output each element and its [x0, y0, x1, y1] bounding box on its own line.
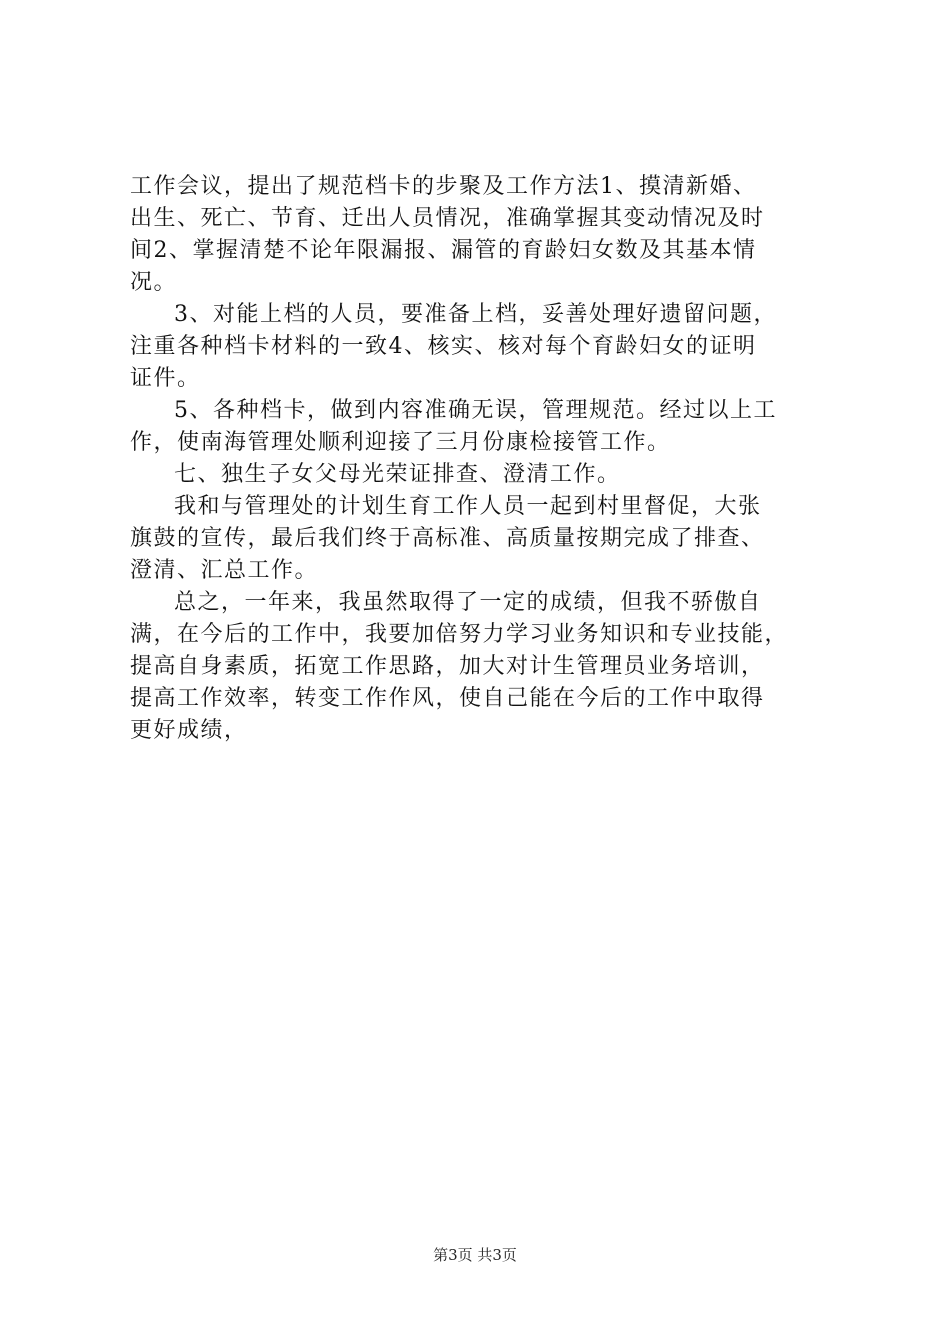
paragraph-start-line: 我和与管理处的计划生育工作人员一起到村里督促，大张 [174, 494, 762, 519]
section-heading: 七、独生子女父母光荣证排查、澄清工作。 [174, 462, 621, 487]
page-number-footer: 第3页 共3页 [433, 1246, 517, 1264]
text-line: 出生、死亡、节育、迁出人员情况，准确掌握其变动情况及时 [130, 206, 765, 231]
text-line: 间2、掌握清楚不论年限漏报、漏管的育龄妇女数及其基本情 [130, 238, 757, 263]
text-line: 澄清、汇总工作。 [130, 558, 319, 583]
paragraph-start-line: 5、各种档卡，做到内容准确无误，管理规范。经过以上工 [174, 398, 777, 423]
text-line: 满，在今后的工作中，我要加倍努力学习业务知识和专业技能， [130, 622, 789, 647]
text-line: 旗鼓的宣传，最后我们终于高标准、高质量按期完成了排查、 [130, 526, 765, 551]
text-line: 更好成绩， [130, 718, 248, 743]
text-line: 提高自身素质，拓宽工作思路，加大对计生管理员业务培训， [130, 654, 765, 679]
text-line: 作，使南海管理处顺利迎接了三月份康检接管工作。 [130, 430, 671, 455]
text-line: 证件。 [130, 366, 201, 391]
text-line: 提高工作效率，转变工作作风，使自己能在今后的工作中取得 [130, 686, 765, 711]
paragraph-start-line: 总之，一年来，我虽然取得了一定的成绩，但我不骄傲自 [174, 590, 762, 615]
text-line: 况。 [130, 270, 178, 295]
text-line: 注重各种档卡材料的一致4、核实、核对每个育龄妇女的证明 [130, 334, 757, 359]
paragraph-start-line: 3、对能上档的人员，要准备上档，妥善处理好遗留问题， [174, 302, 777, 327]
document-body [130, 171, 830, 747]
text-line: 工作会议，提出了规范档卡的步聚及工作方法1、摸清新婚、 [130, 174, 757, 199]
